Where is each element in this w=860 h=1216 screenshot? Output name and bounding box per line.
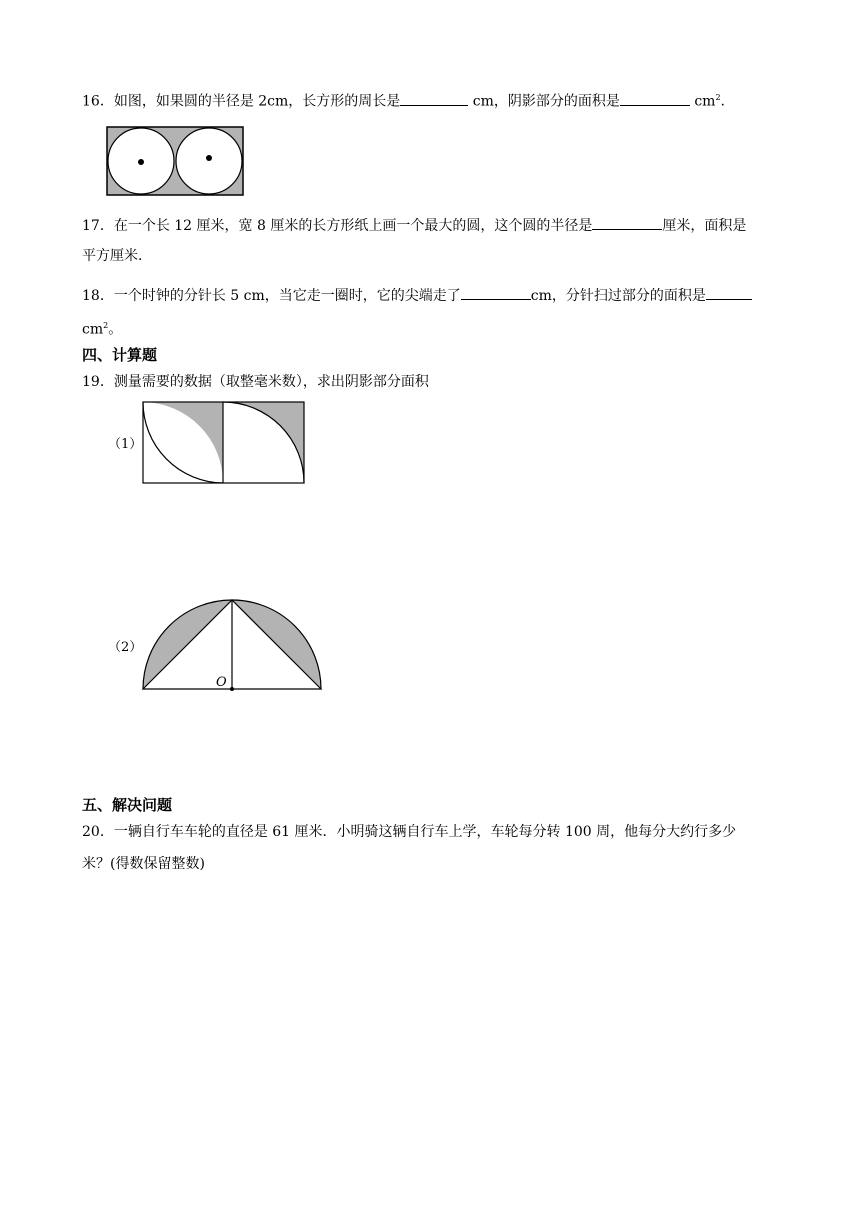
q19-fig1-shade-left — [143, 402, 223, 483]
section-5-heading: 五、解决问题 — [82, 796, 173, 814]
question-18-line-2 — [82, 316, 122, 340]
question-20-line-1 — [82, 822, 736, 842]
q19-fig2-label-o: O — [216, 675, 227, 690]
question-16 — [82, 88, 725, 112]
q19-figure-1 — [142, 401, 306, 485]
q19-label-2: （2） — [108, 640, 143, 655]
q16-end: . — [720, 93, 725, 110]
q18-unit-sup: 2 — [103, 321, 109, 330]
q16-center-left — [138, 159, 144, 165]
q19-text: 19．测量需要的数据（取整毫米数），求出阴影部分面积 — [82, 374, 429, 390]
question-20-line-2 — [82, 854, 205, 874]
q17-line-2: 平方厘米. — [82, 248, 143, 264]
q18-text-b: cm，分针扫过部分的面积是 — [530, 288, 706, 304]
q18-end: 。 — [108, 321, 123, 338]
q18-blank-2 — [706, 284, 752, 300]
question-19 — [82, 372, 429, 392]
question-18-line-1 — [82, 284, 752, 306]
q16-figure — [106, 126, 244, 196]
q19-fig1-shade-right — [223, 402, 304, 483]
q16-unit-sup: 2 — [715, 93, 721, 102]
q19-label-1: （1） — [108, 437, 143, 452]
q19-figure-2 — [140, 596, 324, 694]
section-4-heading: 四、计算题 — [82, 346, 158, 364]
q18-blank-1 — [461, 284, 531, 300]
q16-text: 16．如图，如果圆的半径是 2cm，长方形的周长是 — [82, 93, 401, 110]
q18-text-a: 18．一个时钟的分针长 5 cm，当它走一圈时，它的尖端走了 — [82, 288, 461, 304]
q16-center-right — [206, 155, 212, 161]
question-17-line-2 — [82, 246, 142, 266]
q17-blank-1 — [592, 214, 662, 230]
q20-line-2: 米？(得数保留整数) — [82, 856, 205, 872]
q17-text-b: 厘米，面积是 — [662, 218, 747, 234]
q16-unit-a: cm，阴影部分的面积是 — [472, 93, 620, 110]
q19-fig2-point-o — [230, 687, 234, 691]
q16-unit-b: cm — [694, 93, 716, 110]
q16-blank-1 — [400, 90, 468, 106]
q16-blank-2 — [620, 90, 690, 106]
q18-unit: cm — [82, 321, 104, 338]
question-17-line-1 — [82, 214, 746, 236]
q17-text-a: 17．在一个长 12 厘米，宽 8 厘米的长方形纸上画一个最大的圆，这个圆的半径是 — [82, 218, 593, 234]
q20-line-1: 20．一辆自行车车轮的直径是 61 厘米．小明骑这辆自行车上学，车轮每分转 100 周，他每分大约行多少 — [82, 824, 737, 840]
